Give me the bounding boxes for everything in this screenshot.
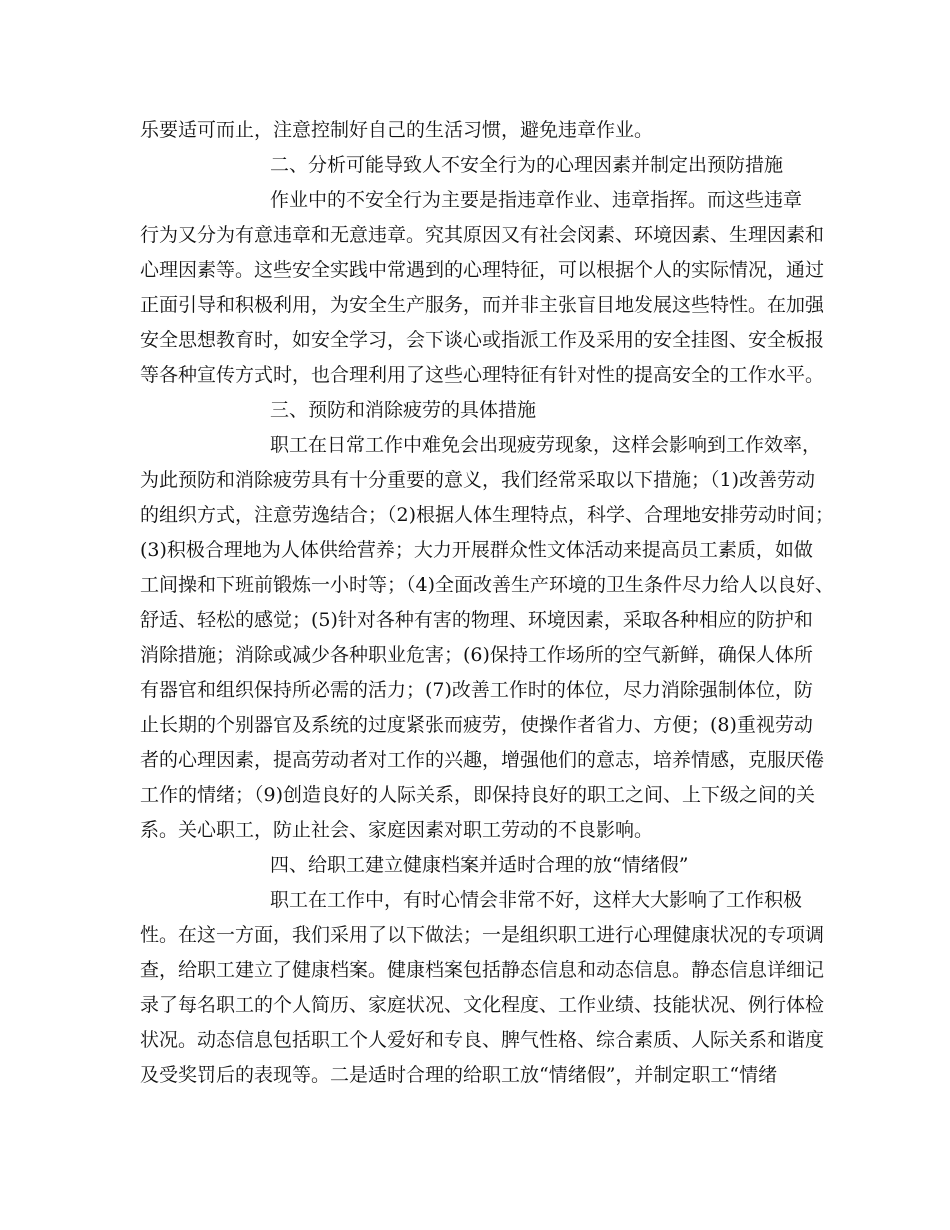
body-text-line: 为此预防和消除疲劳具有十分重要的意义，我们经常采取以下措施；（1)改善劳动	[140, 469, 816, 491]
body-text-line: (3)积极合理地为人体供给营养；大力开展群众性文体活动来提高员工素质，如做	[140, 539, 813, 561]
body-text-line: 有器官和组织保持所必需的活力；(7)改善工作时的体位，尽力消除强制体位，防	[140, 679, 813, 701]
body-text-line: 工间操和下班前锻炼一小时等；（4)全面改善生产环境的卫生条件尽力给人以良好、	[140, 574, 835, 596]
body-text-line: 舒适、轻松的感觉；(5)针对各种有害的物理、环境因素，采取各种相应的防护和	[140, 609, 813, 631]
body-text-line: 状况。动态信息包括职工个人爱好和专良、脾气性格、综合素质、人际关系和谐度	[140, 1029, 825, 1051]
body-text-line: 性。在这一方面，我们采用了以下做法；一是组织职工进行心理健康状况的专项调	[140, 924, 825, 946]
body-text-line: 安全思想教育时，如安全学习，会下谈心或指派工作及采用的安全挂图、安全板报	[140, 329, 825, 351]
section-heading: 二、分析可能导致人不安全行为的心理因素并制定出预防措施	[270, 154, 784, 176]
body-text-line: 止长期的个别器官及系统的过度紧张而疲劳，使操作者省力、方便；(8)重视劳动	[140, 714, 813, 736]
body-text-line: 录了每名职工的个人简历、家庭状况、文化程度、工作业绩、技能状况、例行体检	[140, 994, 825, 1016]
paragraph-first-line: 职工在日常工作中难免会出现疲劳现象，这样会影响到工作效率，	[270, 434, 822, 456]
paragraph-first-line: 职工在工作中，有时心情会非常不好，这样大大影响了工作积极	[270, 889, 803, 911]
body-text-line: 乐要适可而止，注意控制好自己的生活习惯，避免违章作业。	[140, 119, 654, 141]
body-text-line: 心理因素等。这些安全实践中常遇到的心理特征，可以根据个人的实际情况，通过	[140, 259, 825, 281]
body-text-line: 消除措施；消除或减少各种职业危害；(6)保持工作场所的空气新鲜，确保人体所	[140, 644, 813, 666]
body-text-line: 行为又分为有意违章和无意违章。究其原因又有社会闵素、环境因素、生理因素和	[140, 224, 825, 246]
body-text-line: 系。关心职工，防止社会、家庭因素对职工劳动的不良影响。	[140, 819, 654, 841]
body-text-line: 者的心理因素，提高劳动者对工作的兴趣，增强他们的意志，培养情感，克服厌倦	[140, 749, 825, 771]
body-text-line: 查，给职工建立了健康档案。健康档案包括静态信息和动态信息。静态信息详细记	[140, 959, 825, 981]
section-heading: 三、预防和消除疲劳的具体措施	[270, 399, 537, 421]
section-heading: 四、给职工建立健康档案并适时合理的放“情绪假”	[270, 854, 689, 876]
body-text-line: 正面引导和积极利用，为安全生产服务，而并非主张盲目地发展这些特性。在加强	[140, 294, 825, 316]
body-text-line: 及受奖罚后的表现等。二是适时合理的给职工放“情绪假”，并制定职工“情绪	[140, 1064, 778, 1086]
body-text-line: 工作的情绪；（9)创造良好的人际关系，即保持良好的职工之间、上下级之间的关	[140, 784, 816, 806]
paragraph-first-line: 作业中的不安全行为主要是指违章作业、违章指挥。而这些违章	[270, 189, 803, 211]
body-text-line: 等各种宣传方式时，也合理利用了这些心理特征有针对性的提高安全的工作水平。	[140, 364, 825, 386]
body-text-line: 的组织方式，注意劳逸结合；（2)根据人体生理特点，科学、合理地安排劳动时间；	[140, 504, 835, 526]
